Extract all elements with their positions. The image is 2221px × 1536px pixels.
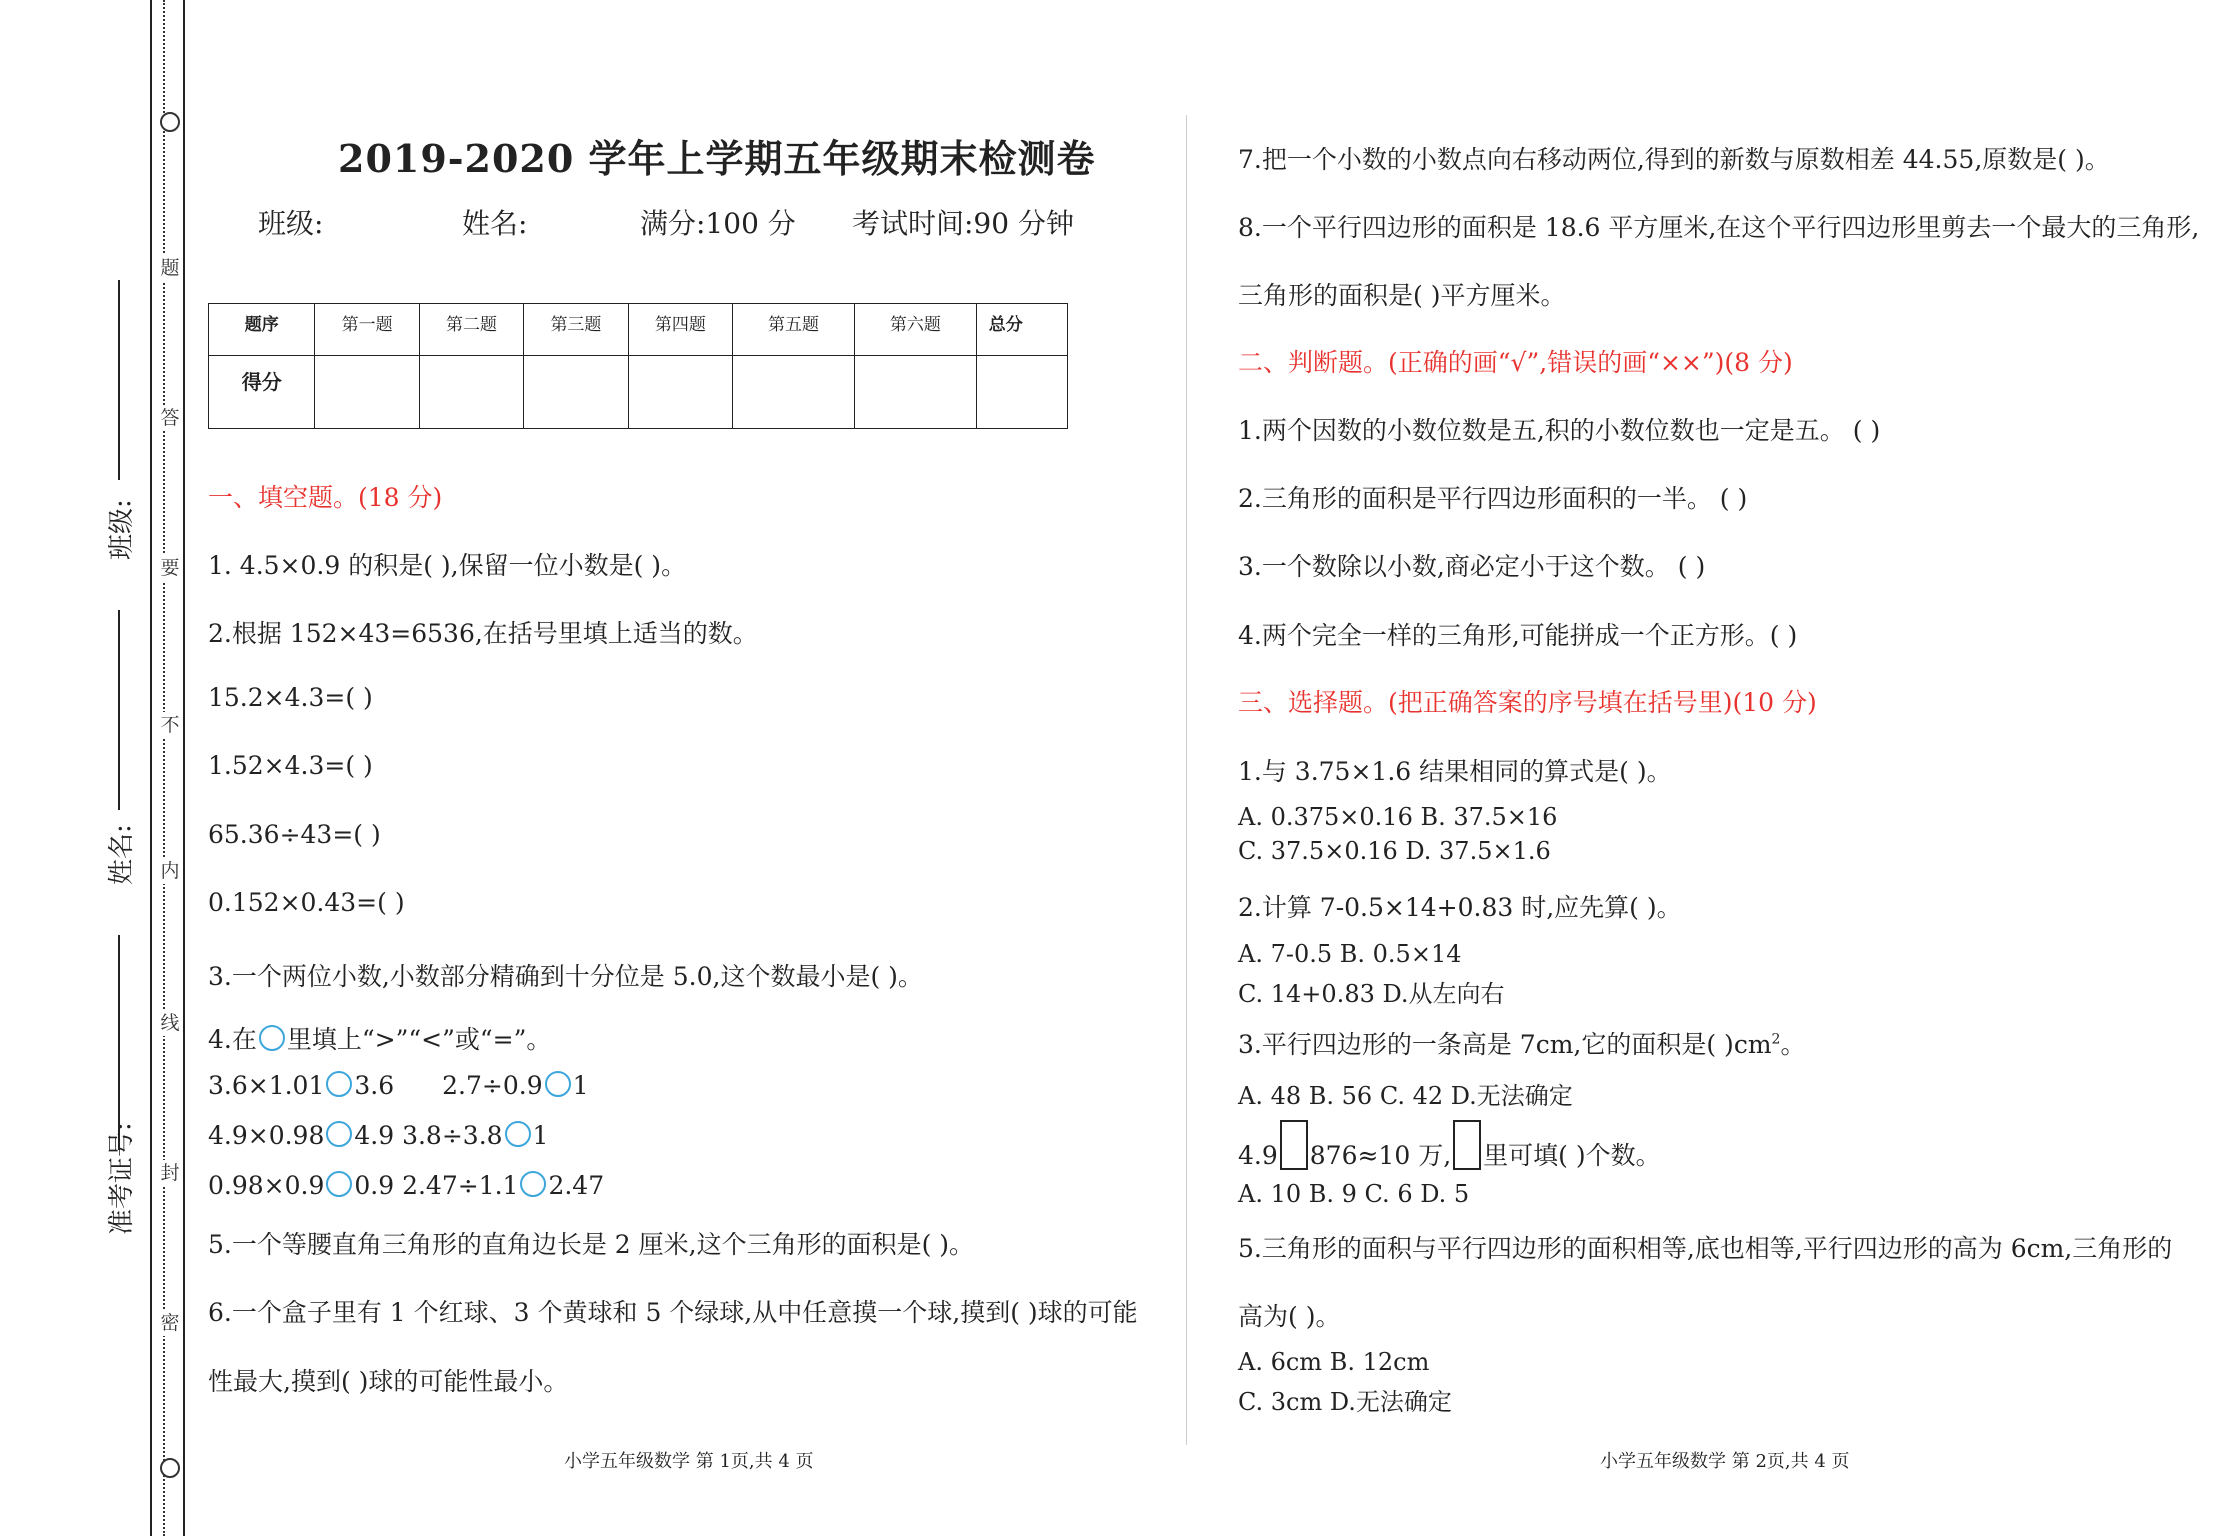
score-cell[interactable] [733,356,855,429]
answer-circle[interactable] [520,1171,546,1197]
score-header: 第三题 [524,304,628,356]
score-cell[interactable] [854,356,976,429]
seal-char: 答 [157,405,183,431]
judge-4: 4.两个完全一样的三角形,可能拼成一个正方形。( ) [1238,621,1798,650]
page-1-footer: 小学五年级数学 第 1页,共 4 页 [564,1451,814,1472]
expr: 2.47 [548,1171,605,1200]
choice-3-end: 。 [1780,1030,1806,1059]
id-label: 准考证号: [107,1122,137,1235]
choice-4-text: 876≈10 万, [1309,1141,1452,1170]
expr: 1 [532,1121,549,1150]
expr: 3.6×1.01 [208,1071,325,1100]
question-1: 1. 4.5×0.9 的积是( ),保留一位小数是( )。 [208,551,687,580]
score-header: 总分 [976,304,1067,356]
answer-circle[interactable] [326,1121,352,1147]
seal-char: 密 [157,1310,183,1336]
question-6-line-2: 性最大,摸到( )球的可能性最小。 [208,1367,569,1396]
expr: 4.9 3.8÷3.8 [354,1121,503,1150]
exam-time: 考试时间:90 分钟 [852,207,1074,240]
judge-1: 1.两个因数的小数位数是五,积的小数位数也一定是五。 ( ) [1238,416,1881,445]
exam-title: 2019-2020 学年上学期五年级期末检测卷 [338,136,1096,181]
choice-4-text: 4.9 [1238,1141,1278,1170]
choice-1: 1.与 3.75×1.6 结果相同的算式是( )。 [1238,757,1672,786]
section-3-title: 三、选择题。(把正确答案的序号填在括号里)(10 分) [1238,688,1817,717]
choice-3-options: A. 48 B. 56 C. 42 D.无法确定 [1238,1082,1573,1110]
question-4-suffix: 里填上“>”“<”或“=”。 [286,1025,552,1054]
seal-char: 不 [157,712,183,738]
name-label: 姓名: [107,824,137,885]
expr: 0.9 2.47÷1.1 [354,1171,519,1200]
section-2-title: 二、判断题。(正确的画“√”,错误的画“××”)(8 分) [1238,348,1793,377]
class-field-label: 班级: [258,207,324,240]
expr: 3.6 [354,1071,395,1100]
score-cell[interactable] [976,356,1067,429]
judge-2: 2.三角形的面积是平行四边形面积的一半。 ( ) [1238,484,1748,513]
score-table [208,303,1068,429]
name-field-label: 姓名: [462,207,528,240]
question-4-row-2 [208,1121,548,1150]
seal-char: 线 [157,1010,183,1036]
class-label: 班级: [107,499,137,560]
seal-char: 封 [157,1160,183,1186]
score-header: 第四题 [628,304,732,356]
choice-5-line-1: 5.三角形的面积与平行四边形的面积相等,底也相等,平行四边形的高为 6cm,三角形的 [1238,1234,2173,1263]
score-header: 题序 [209,304,315,356]
id-line [118,935,120,1150]
answer-circle[interactable] [545,1071,571,1097]
judge-3: 3.一个数除以小数,商必定小于这个数。 ( ) [1238,552,1706,581]
score-header: 第六题 [854,304,976,356]
choice-2-options-2: C. 14+0.83 D.从左向右 [1238,980,1505,1008]
question-4 [208,1020,551,1056]
question-4-prefix: 4.在 [208,1025,257,1054]
page-2-footer: 小学五年级数学 第 2页,共 4 页 [1600,1451,1850,1472]
superscript: 2 [1771,1031,1781,1048]
question-2b: 1.52×4.3=( ) [208,751,373,780]
score-header: 第二题 [419,304,523,356]
class-line [118,280,120,480]
score-header: 第五题 [733,304,855,356]
expr: 0.98×0.9 [208,1171,325,1200]
score-cell[interactable] [419,356,523,429]
section-1-title: 一、填空题。(18 分) [208,483,443,512]
binding-circle-bottom [160,1458,180,1478]
score-header: 第一题 [315,304,419,356]
seal-char: 题 [157,255,183,281]
question-6-line-1: 6.一个盒子里有 1 个红球、3 个黄球和 5 个绿球,从中任意摸一个球,摸到( )球的可能 [208,1298,1138,1327]
question-8-line-1: 8.一个平行四边形的面积是 18.6 平方厘米,在这个平行四边形里剪去一个最大的三角形, [1238,213,2200,242]
full-score: 满分:100 分 [640,207,796,240]
choice-5-options-2: C. 3cm D.无法确定 [1238,1388,1452,1416]
score-row-label: 得分 [209,356,315,429]
score-cell[interactable] [315,356,419,429]
question-8-line-2: 三角形的面积是( )平方厘米。 [1238,281,1566,310]
choice-3 [1238,1025,1805,1061]
binding-circle-top [160,112,180,132]
choice-5-line-2: 高为( )。 [1238,1302,1341,1331]
blank-box[interactable] [1453,1120,1481,1170]
expr: 2.7÷0.9 [442,1071,543,1100]
blank-box[interactable] [1280,1120,1308,1170]
answer-circle[interactable] [326,1071,352,1097]
score-cell[interactable] [524,356,628,429]
choice-1-options-2: C. 37.5×0.16 D. 37.5×1.6 [1238,837,1551,865]
answer-circle[interactable] [326,1171,352,1197]
expr: 4.9×0.98 [208,1121,325,1150]
choice-2-options-1: A. 7-0.5 B. 0.5×14 [1238,940,1462,968]
page-divider [1186,115,1187,1445]
comparison-circle-icon [259,1025,285,1051]
question-2: 2.根据 152×43=6536,在括号里填上适当的数。 [208,619,758,648]
question-4-row-3 [208,1171,604,1200]
choice-5-options-1: A. 6cm B. 12cm [1238,1348,1430,1376]
seal-char: 内 [157,858,183,884]
choice-2: 2.计算 7-0.5×14+0.83 时,应先算( )。 [1238,893,1682,922]
answer-circle[interactable] [505,1121,531,1147]
question-3: 3.一个两位小数,小数部分精确到十分位是 5.0,这个数最小是( )。 [208,962,923,991]
binding-border-right [183,0,185,1536]
choice-4 [1238,1120,1661,1172]
seal-char: 要 [157,555,183,581]
question-4-row-1 [208,1071,589,1100]
expr: 1 [572,1071,589,1100]
question-2a: 15.2×4.3=( ) [208,683,373,712]
score-cell[interactable] [628,356,732,429]
question-5: 5.一个等腰直角三角形的直角边长是 2 厘米,这个三角形的面积是( )。 [208,1230,975,1259]
question-2c: 65.36÷43=( ) [208,820,381,849]
name-line [118,610,120,810]
question-2d: 0.152×0.43=( ) [208,888,405,917]
choice-4-options: A. 10 B. 9 C. 6 D. 5 [1238,1180,1470,1208]
binding-dotted-line [163,0,183,1536]
choice-1-options-1: A. 0.375×0.16 B. 37.5×16 [1238,803,1558,831]
choice-4-text: 里可填( )个数。 [1483,1141,1661,1170]
binding-border-left [150,0,152,1536]
question-7: 7.把一个小数的小数点向右移动两位,得到的新数与原数相差 44.55,原数是( )。 [1238,145,2110,174]
choice-3-text: 3.平行四边形的一条高是 7cm,它的面积是( )cm [1238,1030,1772,1059]
